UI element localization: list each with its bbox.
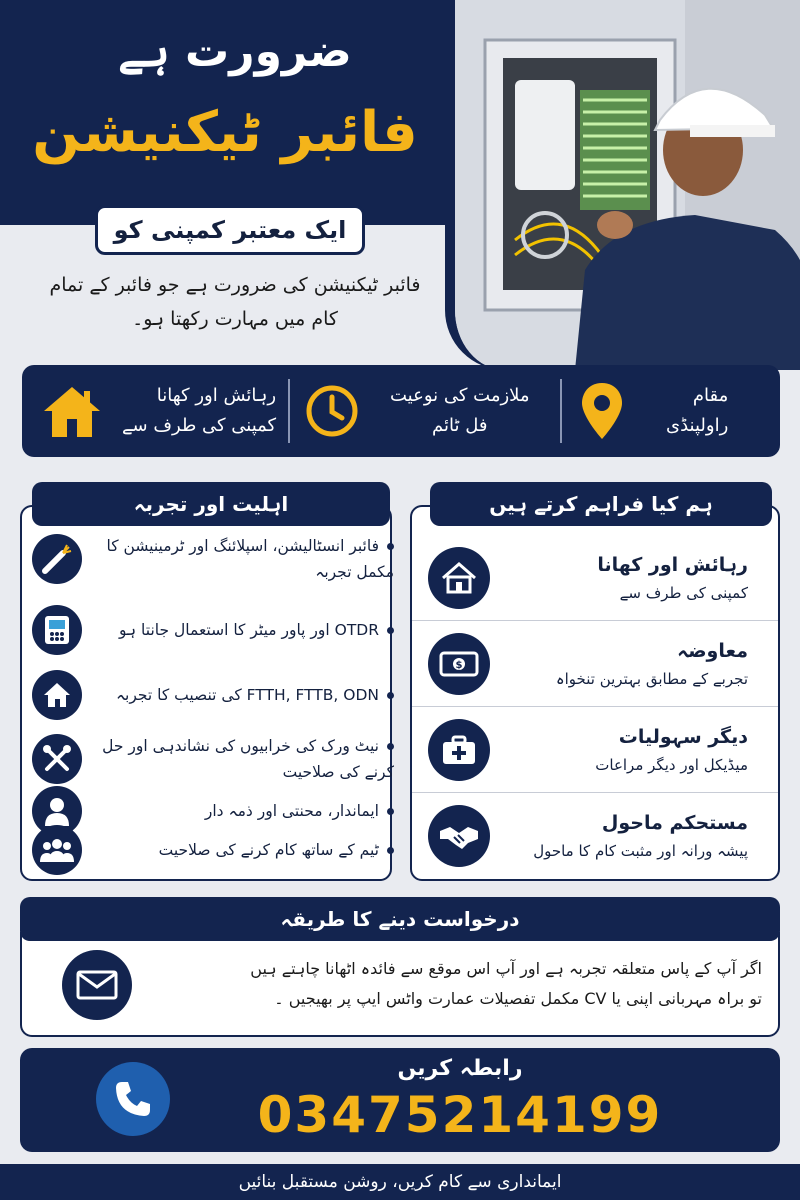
list-item [412,621,778,707]
divider [560,379,562,443]
job-type-label: ملازمت کی نوعیت [390,385,530,406]
qualification-text: OTDR اور پاور میٹر کا استعمال جانتا ہو [82,617,402,643]
apply-title: درخواست دینے کا طریقہ [20,897,780,941]
offer-subtext: میڈیکل اور دیگر مراعات [595,755,748,774]
team-icon [32,825,82,875]
phone-icon[interactable] [96,1062,170,1136]
offers-list [412,535,778,879]
meter-icon [32,605,82,655]
home-icon [32,670,82,720]
divider [288,379,290,443]
company-pill: ایک معتبر کمپنی کو [95,205,365,255]
qualification-text: ایماندار، محنتی اور ذمہ دار [82,798,402,824]
footer-slogan: ایمانداری سے کام کریں، روشن مستقبل بنائیں [0,1164,800,1200]
list-item [32,825,402,875]
list-item [32,529,402,589]
list-item [32,665,402,725]
headline-wanted: ضرورت ہے [118,26,352,77]
house-icon [428,547,490,609]
offer-heading: مستحکم ماحول [601,812,748,834]
location-pin-icon [578,381,626,441]
offer-heading: معاوضہ [677,639,748,662]
list-item [412,535,778,621]
qualification-text: نیٹ ورک کی خرابیوں کی نشاندہی اور حل کرنے کی صلاحیت [102,737,394,781]
handshake-icon [428,805,490,867]
tools-icon [32,734,82,784]
house-icon [40,383,104,439]
intro-line-2: کام میں مہارت رکھتا ہو۔ [132,308,338,330]
qualification-text: فائبر انسٹالیشن، اسپلائنگ اور ٹرمینیشن کا مکمل تجربہ [106,537,394,581]
apply-line-1: اگر آپ کے پاس متعلقہ تجربہ ہے اور آپ اس موقع سے فائدہ اٹھانا چاہتے ہیں [250,959,762,978]
technician-photo [445,0,800,370]
apply-panel [20,932,780,1037]
medical-kit-icon [428,719,490,781]
qualification-text: ٹیم کے ساتھ کام کرنے کی صلاحیت [82,837,402,863]
list-item [412,707,778,793]
offer-subtext: تجربے کے مطابق بہترین تنخواہ [555,669,748,688]
apply-line-2: تو براہ مہربانی اپنی یا CV مکمل تفصیلات عمارت واٹس ایپ پر بھیجیں ۔ [274,989,762,1008]
contact-label: رابطہ کریں [397,1056,523,1081]
info-location [578,365,778,457]
offer-subtext: کمپنی کی طرف سے [619,583,748,602]
info-bar [22,365,780,457]
offers-title: ہم کیا فراہم کرتے ہیں [430,482,772,526]
list-item [412,793,778,879]
qualification-text: FTTH, FTTB, ODN کی تنصیب کا تجربہ [82,682,402,708]
qualifications-title: اہلیت اور تجربہ [32,482,390,526]
intro-line-1: فائبر ٹیکنیشن کی ضرورت ہے جو فائبر کے تمام [49,274,421,296]
headline-job-title: فائبر ٹیکنیشن [32,100,418,165]
clock-icon [304,383,360,439]
offer-subtext: پیشہ ورانہ اور مثبت کام کا ماحول [533,842,748,860]
envelope-icon [62,950,132,1020]
location-value: راولپنڈی [666,415,729,436]
housing-label: رہائش اور کھانا [156,385,277,406]
offer-heading: دیگر سہولیات [618,725,748,748]
location-label: مقام [692,385,729,406]
offer-heading: رہائش اور کھانا [597,553,748,576]
apply-instructions [172,954,762,1014]
housing-value: کمپنی کی طرف سے [122,415,277,436]
svg-text:$: $ [455,659,463,671]
info-housing [40,365,290,457]
contact-banner [20,1048,780,1152]
intro-text [40,268,430,336]
phone-number[interactable]: 03475214199 [257,1086,663,1144]
job-type-value: فل ٹائم [432,415,488,436]
cable-icon [32,534,82,584]
offers-panel [410,505,780,881]
info-job-type [304,365,554,457]
list-item [32,603,402,657]
qualifications-panel [20,505,392,881]
list-item [32,729,402,789]
money-icon [428,633,490,695]
